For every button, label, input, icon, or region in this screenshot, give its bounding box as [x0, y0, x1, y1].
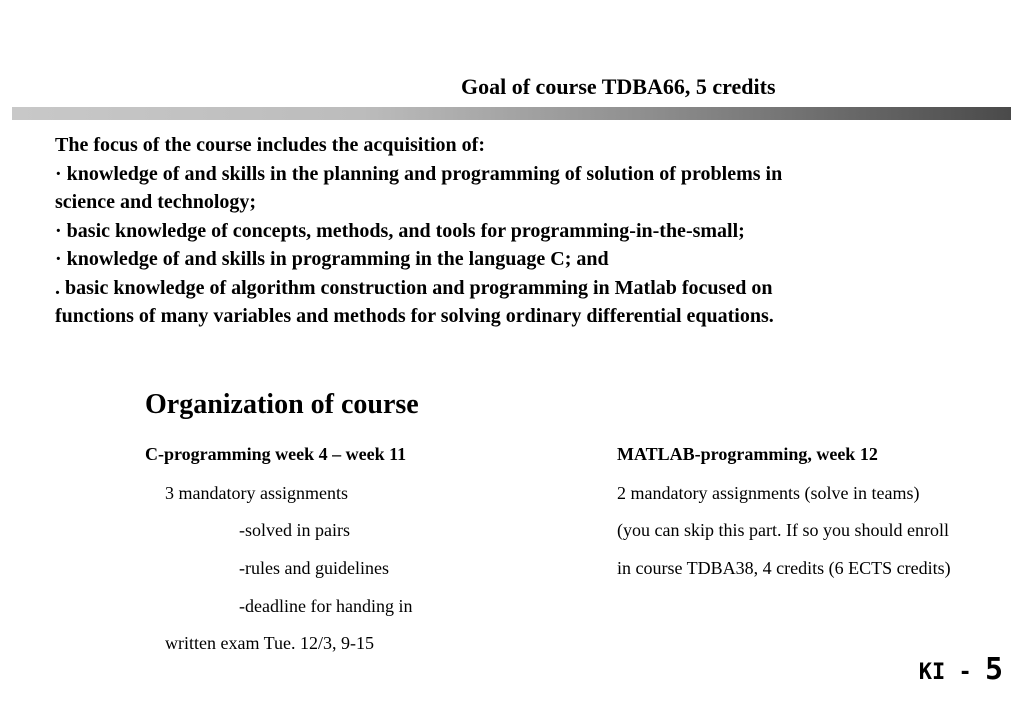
organization-heading: Organization of course: [145, 389, 419, 420]
c-programming-header: C-programming week 4 – week 11: [145, 444, 407, 464]
title-divider-bar: [12, 107, 1011, 120]
matlab-programming-header: MATLAB-programming, week 12: [617, 444, 878, 464]
focus-line: · knowledge of and skills in programming in the language C; and: [55, 248, 609, 270]
focus-intro: The focus of the course includes the acquisition of:: [55, 134, 485, 156]
focus-line: · knowledge of and skills in the planning and programming of solution of problems in: [55, 162, 783, 185]
c-item-rules: -rules and guidelines: [239, 558, 389, 578]
footer-label: KI -: [918, 660, 985, 685]
focus-line: · basic knowledge of concepts, methods, and tools for programming-in-the-small;: [55, 219, 745, 242]
matlab-item-tdba38: in course TDBA38, 4 credits (6 ECTS credits): [617, 558, 951, 578]
c-item-pairs: -solved in pairs: [239, 520, 350, 540]
focus-line: functions of many variables and methods for solving ordinary differential equations.: [55, 305, 774, 327]
c-item-exam: written exam Tue. 12/3, 9-15: [165, 633, 374, 653]
slide-title: Goal of course TDBA66, 5 credits: [461, 74, 776, 99]
matlab-item-skip-note: (you can skip this part. If so you should enroll: [617, 520, 949, 540]
c-item-deadline: -deadline for handing in: [239, 596, 413, 616]
c-item-assignments: 3 mandatory assignments: [165, 483, 348, 503]
page-number: 5: [984, 652, 1003, 687]
focus-line: science and technology;: [55, 191, 257, 213]
slide-footer: [919, 652, 1003, 687]
course-focus-section: [55, 131, 955, 331]
matlab-item-assignments: 2 mandatory assignments (solve in teams): [617, 483, 920, 503]
focus-line: . basic knowledge of algorithm construction and programming in Matlab focused on: [55, 276, 773, 299]
